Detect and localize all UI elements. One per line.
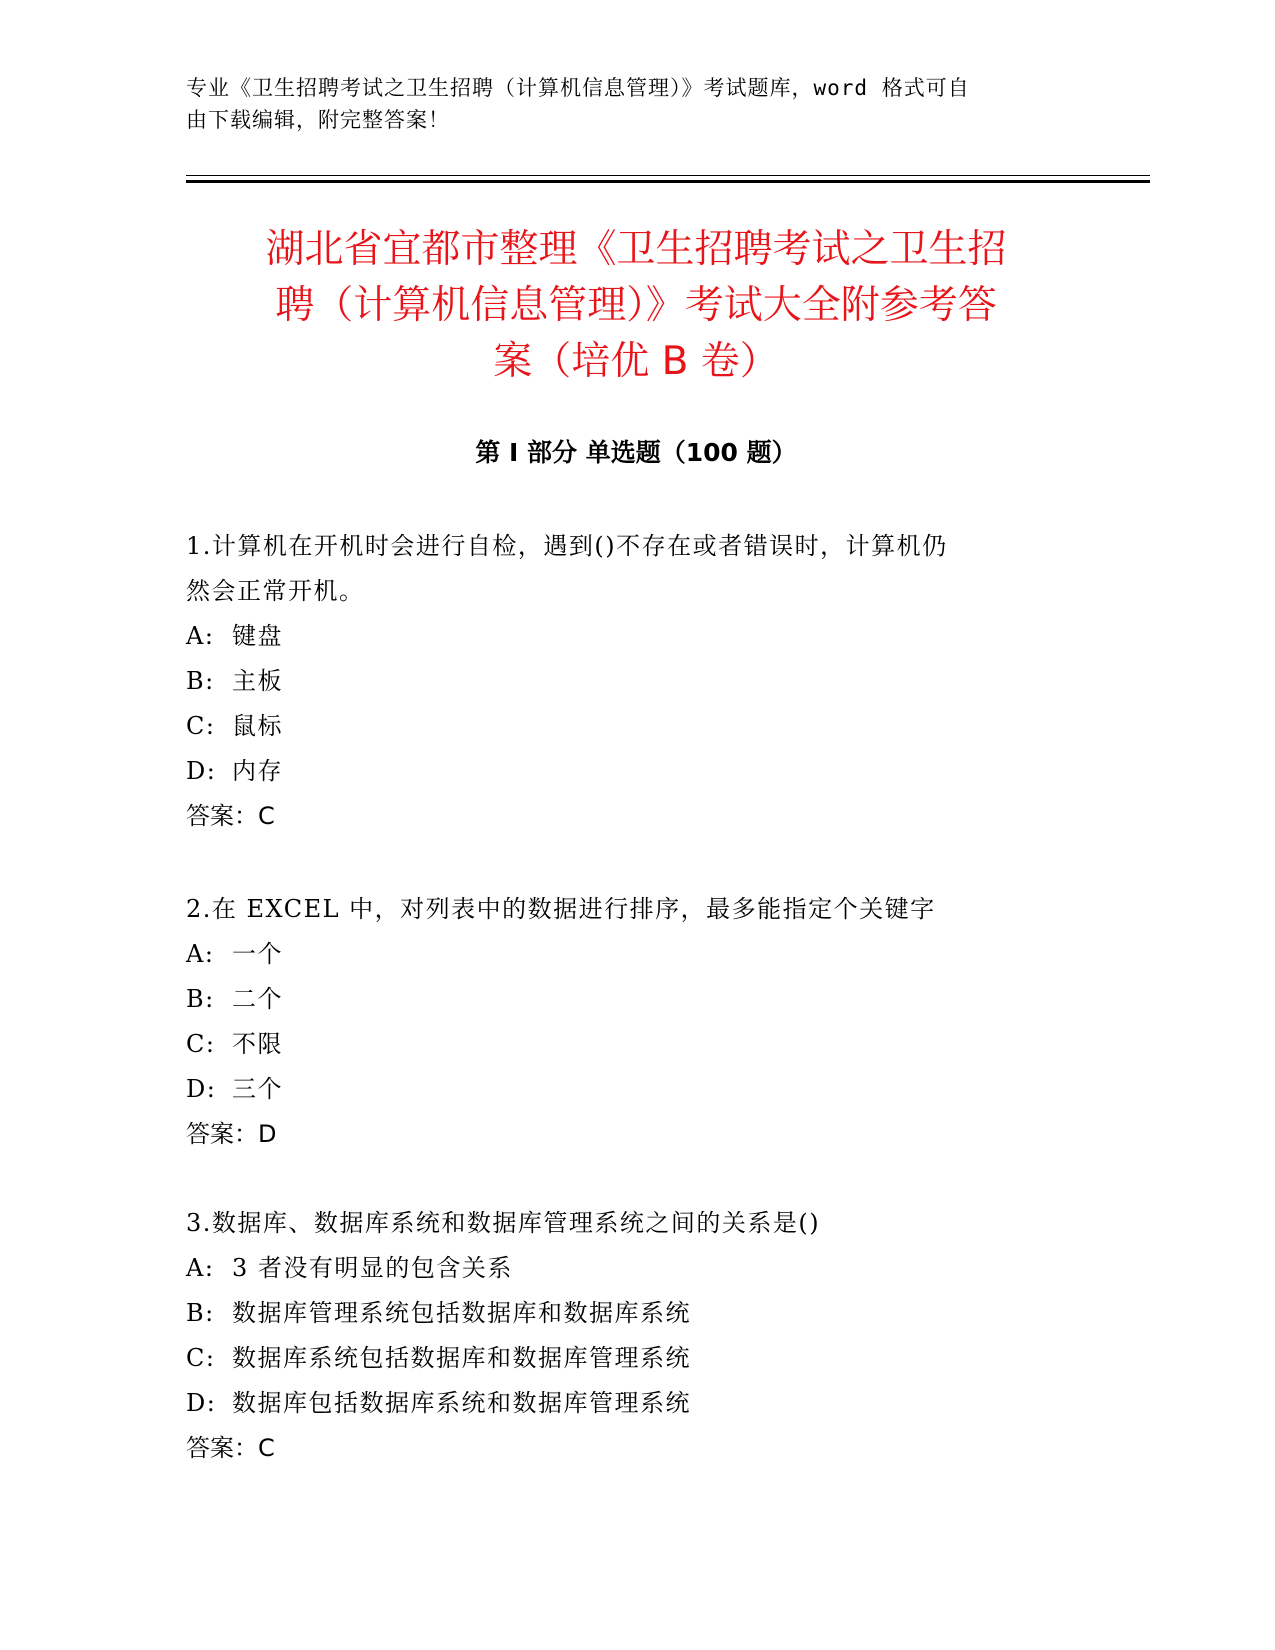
option-a [186,932,1066,977]
option-d [186,1381,1066,1426]
answer-line: 答案：C [186,1434,275,1462]
answer-line: 答案：D [186,1120,277,1148]
option-text: 键盘 [232,622,283,650]
question-1 [186,524,1066,839]
question-stem-line-1: 3.数据库、数据库系统和数据库管理系统之间的关系是() [186,1209,821,1237]
header-rule-thin [186,175,1150,176]
option-text: 主板 [232,667,283,695]
option-d [186,749,1066,794]
option-text: 不限 [232,1030,283,1058]
option-key: A: [186,622,215,650]
question-stem [186,524,1066,614]
option-text: 鼠标 [232,712,283,740]
option-key: C: [186,712,216,740]
option-text: 内存 [232,757,283,785]
option-key: D: [186,1389,217,1417]
option-d [186,1067,1066,1112]
option-text: 3 者没有明显的包含关系 [232,1254,513,1282]
option-key: A: [186,940,215,968]
document-title-line-3: 案（培优 B 卷） [493,339,779,384]
document-title [186,222,1086,390]
option-key: B: [186,985,215,1013]
header-note-line-1: 专业《卫生招聘考试之卫生招聘（计算机信息管理）》考试题库，word 格式可自 [186,76,970,100]
question-3 [186,1201,1066,1471]
option-text: 三个 [232,1075,283,1103]
question-stem-line-1: 1.计算机在开机时会进行自检，遇到()不存在或者错误时，计算机仍 [186,532,948,560]
option-b [186,659,1066,704]
option-key: C: [186,1030,216,1058]
option-key: B: [186,1299,215,1327]
option-c [186,704,1066,749]
option-a [186,614,1066,659]
question-stem-line-2: 然会正常开机。 [186,577,365,605]
option-b [186,977,1066,1022]
option-key: C: [186,1344,216,1372]
option-c [186,1022,1066,1067]
question-stem [186,887,1066,932]
question-stem-line-1: 2.在 EXCEL 中，对列表中的数据进行排序，最多能指定个关键字 [186,895,936,923]
section-heading: 第 I 部分 单选题（100 题） [475,438,797,467]
document-title-line-2: 聘（计算机信息管理）》考试大全附参考答 [275,283,997,328]
option-b [186,1291,1066,1336]
option-a [186,1246,1066,1291]
header-rule-thick [186,180,1150,183]
header-note-line-2: 由下载编辑，附完整答案！ [186,108,450,132]
option-key: A: [186,1254,215,1282]
option-c [186,1336,1066,1381]
option-text: 数据库系统包括数据库和数据库管理系统 [232,1344,691,1372]
question-stem [186,1201,1066,1246]
option-text: 二个 [232,985,283,1013]
question-2 [186,887,1066,1157]
option-text: 一个 [232,940,283,968]
option-key: D: [186,757,217,785]
document-title-line-1: 湖北省宜都市整理《卫生招聘考试之卫生招 [265,227,1007,272]
header-note [186,72,1066,136]
option-key: D: [186,1075,217,1103]
answer-line: 答案：C [186,802,275,830]
option-key: B: [186,667,215,695]
option-text: 数据库管理系统包括数据库和数据库系统 [232,1299,691,1327]
option-text: 数据库包括数据库系统和数据库管理系统 [232,1389,691,1417]
